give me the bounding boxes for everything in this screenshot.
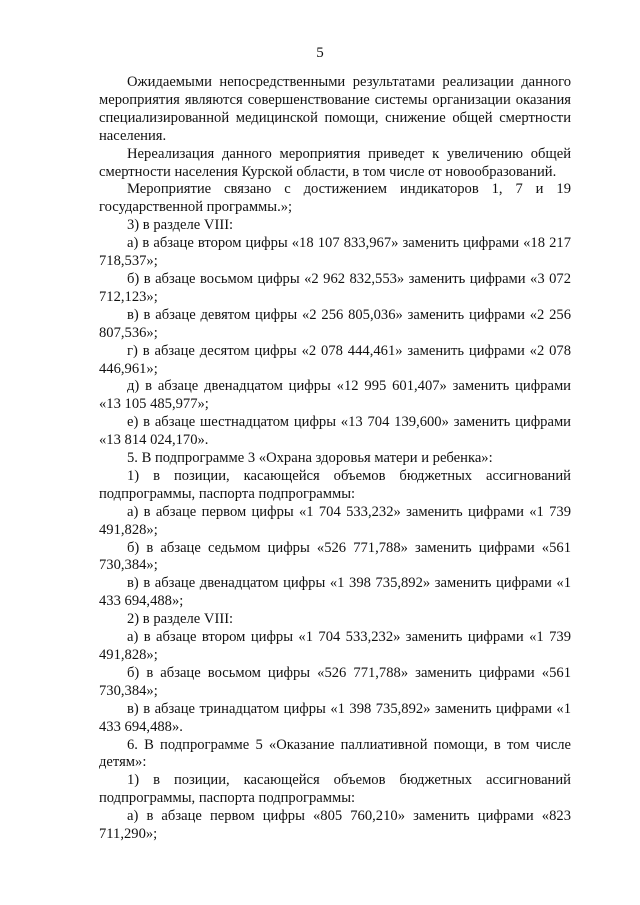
- paragraph-non-implementation: Нереализация данного мероприятия приведет к увеличению общей смертности населения Курской области, в том числе от новообразований.: [99, 145, 571, 180]
- list-item-v: в) в абзаце девятом цифры «2 256 805,036» заменить цифрами «2 256 807,536»;: [99, 306, 571, 341]
- list-item-section-viii: 2) в разделе VIII:: [127, 611, 234, 628]
- page-number: 5: [316, 45, 324, 61]
- section-heading-subprogram-5: 6. В подпрограмме 5 «Оказание паллиативной помощи, в том числе детям»:: [99, 736, 571, 771]
- list-item-b: б) в абзаце восьмом цифры «2 962 832,553» заменить цифрами «3 072 712,123»;: [99, 270, 571, 305]
- list-item-a: а) в абзаце втором цифры «18 107 833,967» заменить цифрами «18 217 718,537»;: [99, 235, 571, 270]
- paragraph-indicators: Мероприятие связано с достижением индикаторов 1, 7 и 19 государственной программы.»;: [99, 181, 571, 216]
- list-item-v: в) в абзаце тринадцатом цифры «1 398 735,892» заменить цифрами «1 433 694,488».: [99, 700, 571, 735]
- list-item-v: в) в абзаце двенадцатом цифры «1 398 735,892» заменить цифрами «1 433 694,488»;: [99, 575, 571, 610]
- document-body: [99, 74, 571, 844]
- list-item-g: г) в абзаце десятом цифры «2 078 444,461» заменить цифрами «2 078 446,961»;: [99, 342, 571, 377]
- list-item-b: б) в абзаце восьмом цифры «526 771,788» заменить цифрами «561 730,384»;: [99, 664, 571, 699]
- list-item-a: а) в абзаце первом цифры «805 760,210» заменить цифрами «823 711,290»;: [99, 808, 571, 843]
- list-item-e: е) в абзаце шестнадцатом цифры «13 704 139,600» заменить цифрами «13 814 024,170».: [99, 414, 571, 449]
- list-item-passport-position: 1) в позиции, касающейся объемов бюджетных ассигнований подпрограммы, паспорта подпрограммы:: [99, 467, 571, 502]
- list-item-d: д) в абзаце двенадцатом цифры «12 995 601,407» заменить цифрами «13 105 485,977»;: [99, 378, 571, 413]
- list-item-section-viii: 3) в разделе VIII:: [127, 217, 234, 234]
- list-item-a: а) в абзаце первом цифры «1 704 533,232» заменить цифрами «1 739 491,828»;: [99, 503, 571, 538]
- paragraph-expected-results: Ожидаемыми непосредственными результатами реализации данного мероприятия являются совершенствование системы организации оказания специализированной медицинской помощи, снижение общей смертности населения.: [99, 74, 571, 144]
- list-item-b: б) в абзаце седьмом цифры «526 771,788» заменить цифрами «561 730,384»;: [99, 539, 571, 574]
- list-item-a: а) в абзаце втором цифры «1 704 533,232» заменить цифрами «1 739 491,828»;: [99, 629, 571, 663]
- section-heading-subprogram-3: 5. В подпрограмме 3 «Охрана здоровья матери и ребенка»:: [127, 450, 493, 467]
- list-item-passport-position: 1) в позиции, касающейся объемов бюджетных ассигнований подпрограммы, паспорта подпрограммы:: [99, 772, 571, 807]
